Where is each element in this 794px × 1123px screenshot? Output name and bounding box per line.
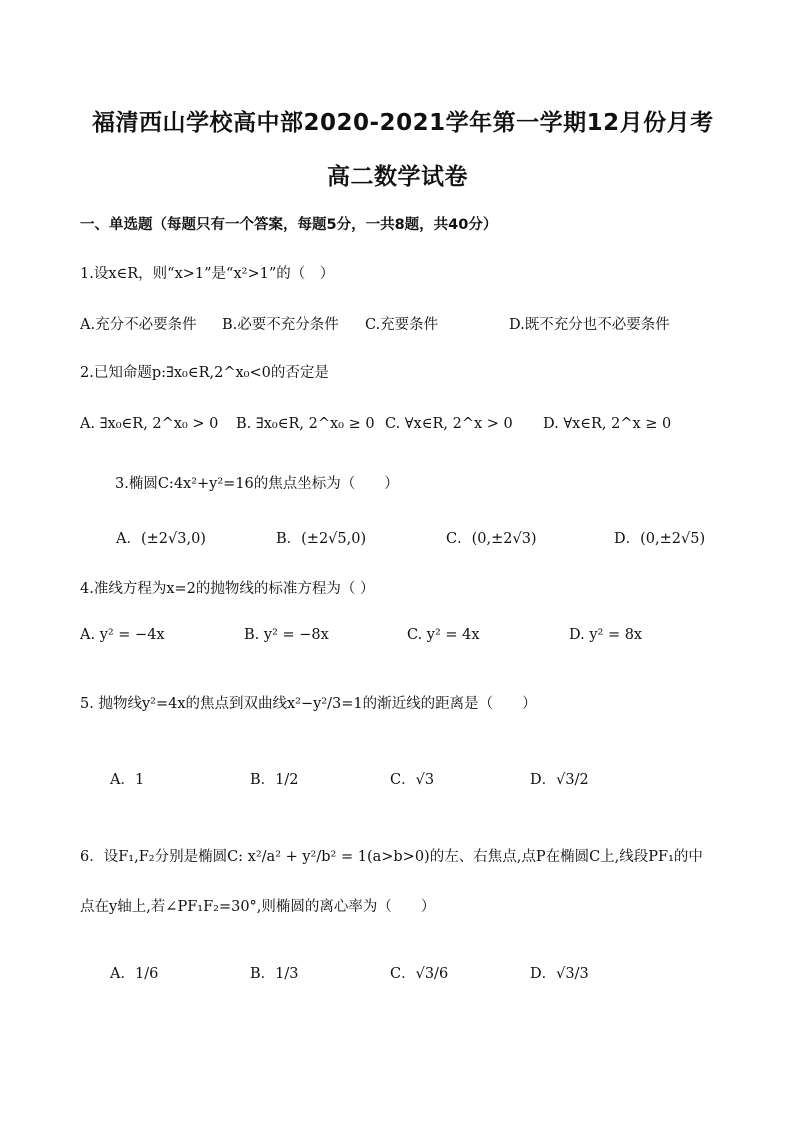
question-6-text-line2: 点在y轴上,若∠PF₁F₂=30°,则椭圆的离心率为（ ）: [80, 899, 436, 915]
q2-option-b: B. ∃x₀∈R, 2^x₀ ≥ 0: [236, 416, 375, 432]
q5-option-a: A．1: [110, 772, 145, 788]
q1-option-d: D.既不充分也不必要条件: [509, 317, 670, 333]
q5-option-b: B．1/2: [250, 772, 299, 788]
q5-option-c: C．√3: [390, 772, 435, 788]
q3-option-a: A．(±2√3,0): [116, 531, 206, 547]
q6-option-b: B．1/3: [250, 966, 299, 982]
q6-option-c: C．√3/6: [390, 966, 449, 982]
section-heading: 一、单选题（每题只有一个答案，每题5分，一共8题，共40分）: [80, 217, 498, 233]
exam-title-line1: 福清西山学校高中部2020-2021学年第一学期12月份月考: [92, 110, 714, 136]
q1-option-b: B.必要不充分条件: [222, 317, 339, 333]
q4-option-b: B. y² = −8x: [244, 627, 329, 643]
q2-option-d: D. ∀x∈R, 2^x ≥ 0: [543, 416, 672, 432]
q4-option-d: D. y² = 8x: [569, 627, 643, 643]
q3-option-d: D．(0,±2√5): [614, 531, 706, 547]
q6-option-a: A．1/6: [110, 966, 159, 982]
q2-option-a: A. ∃x₀∈R, 2^x₀ > 0: [80, 416, 219, 432]
q5-option-d: D．√3/2: [530, 772, 589, 788]
q4-option-a: A. y² = −4x: [80, 627, 165, 643]
q4-option-c: C. y² = 4x: [407, 627, 480, 643]
q3-option-c: C．(0,±2√3): [446, 531, 537, 547]
q6-option-d: D．√3/3: [530, 966, 589, 982]
q3-option-b: B．(±2√5,0): [276, 531, 367, 547]
q1-option-c: C.充要条件: [365, 317, 439, 333]
q1-option-a: A.充分不必要条件: [80, 317, 197, 333]
exam-title-line2: 高二数学试卷: [327, 164, 468, 190]
question-1-text: 1.设x∈R，则“x>1”是“x²>1”的（ ）: [80, 266, 335, 282]
question-6-text-line1: 6．设F₁,F₂分别是椭圆C: x²/a² + y²/b² = 1(a>b>0)的左、右焦点,点P在椭圆C上,线段PF₁的中: [80, 849, 703, 865]
question-1: [80, 262, 334, 283]
q2-option-c: C. ∀x∈R, 2^x > 0: [385, 416, 513, 432]
question-5-text: 5. 抛物线y²=4x的焦点到双曲线x²−y²/3=1的渐近线的距离是（ ）: [80, 696, 537, 712]
question-3-text: 3.椭圆C:4x²+y²=16的焦点坐标为（ ）: [115, 476, 399, 492]
question-2-text: 2.已知命题p:∃x₀∈R,2^x₀<0的否定是: [80, 365, 329, 381]
question-4-text: 4.准线方程为x=2的抛物线的标准方程为（ ）: [80, 581, 375, 597]
